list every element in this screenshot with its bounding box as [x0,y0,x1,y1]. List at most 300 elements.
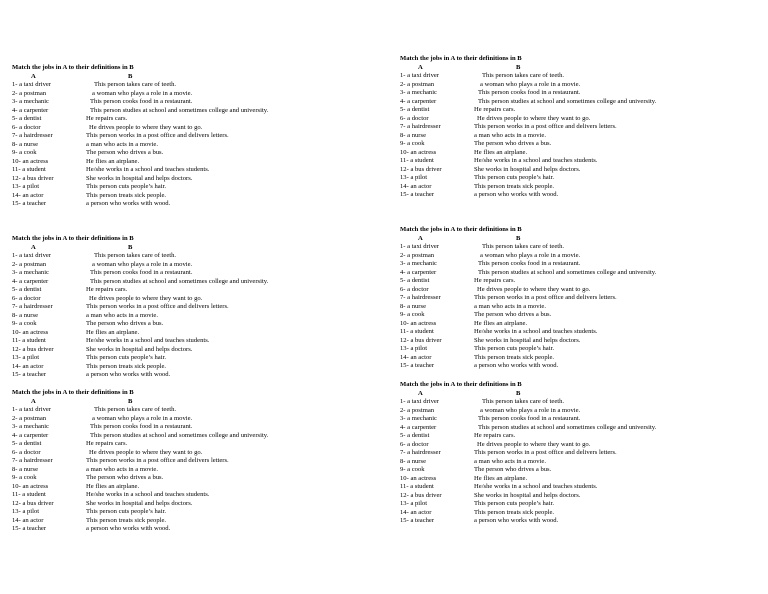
definition-item: He/she works in a school and teaches students. [474,328,598,335]
match-row [400,415,760,424]
definition-item: He drives people to where they want to go. [89,448,203,456]
definition-item: a man who acts in a movie. [86,311,158,319]
column-a-header: A [418,63,423,71]
definition-item: This person studies at school and sometimes college and university. [478,423,657,431]
job-item: 10- an actress [12,157,49,165]
job-item: 2- a postman [400,251,435,259]
job-item: 11- a student [400,483,434,490]
match-row [12,286,372,295]
job-item: 5- a dentist [12,286,42,293]
match-row [400,149,760,158]
job-item: 10- an actress [400,319,437,327]
job-item: 12- a bus driver [400,491,442,499]
job-item: 14- an actor [400,182,432,190]
match-row [12,192,372,201]
match-row [400,277,760,286]
match-row [400,260,760,269]
match-row [12,132,372,141]
definition-item: He flies an airplane. [86,482,140,490]
job-item: 12- a bus driver [12,345,54,353]
match-row [12,158,372,167]
job-item: 14- an actor [12,362,44,370]
column-b-header: B [128,397,133,405]
match-row [12,329,372,338]
job-item: 5- a dentist [400,106,430,113]
definition-item: This person studies at school and sometimes college and university. [90,277,269,285]
definition-item: He drives people to where they want to go. [89,294,203,302]
exercise-block [400,381,760,526]
job-item: 11- a student [12,491,46,498]
definition-item: This person treats sick people. [474,353,555,361]
exercise-block [12,389,372,534]
job-item: 4- a carpenter [400,97,437,105]
job-item: 4- a carpenter [12,277,49,285]
job-item: 11- a student [12,337,46,344]
exercise-title: Match the jobs in A to their definitions in B [12,235,134,242]
definition-item: a man who acts in a movie. [474,457,546,465]
match-row [400,432,760,441]
definition-item: He drives people to where they want to go. [477,285,591,293]
match-row [12,491,372,500]
definition-item: He flies an airplane. [474,319,528,327]
match-row [12,81,372,90]
job-item: 8- a nurse [400,302,426,310]
definition-item: This person takes care of teeth. [482,243,565,250]
job-item: 3- a mechanic [12,98,49,105]
definition-item: He repairs cars. [474,106,516,113]
job-item: 8- a nurse [12,311,38,319]
match-row [400,157,760,166]
job-item: 2- a postman [12,89,47,97]
job-item: 8- a nurse [400,131,426,139]
job-item: 1- a taxi driver [400,398,439,405]
match-row [12,354,372,363]
exercise-block [12,235,372,380]
job-item: 15- a teacher [12,371,47,378]
job-item: 14- an actor [12,516,44,524]
definition-item: She works in hospital and helps doctors. [474,336,581,344]
column-headers [12,398,372,407]
match-row [12,141,372,150]
match-row [12,440,372,449]
match-row [12,124,372,133]
definition-item: This person works in a post office and delivers letters. [86,132,229,139]
definition-item: This person cooks food in a restaurant. [90,98,193,105]
definition-item: This person works in a post office and delivers letters. [86,457,229,464]
match-row [400,311,760,320]
job-item: 10- an actress [12,328,49,336]
definition-item: This person cuts people’s hair. [474,345,555,352]
match-row [400,98,760,107]
definition-item: a man who acts in a movie. [86,140,158,148]
definition-item: This person takes care of teeth. [482,72,565,79]
match-row [400,475,760,484]
column-b-header: B [516,63,521,71]
job-item: 5- a dentist [12,115,42,122]
match-row [12,363,372,372]
job-item: 15- a teacher [400,191,435,198]
match-row [400,132,760,141]
column-a-header: A [418,389,423,397]
job-item: 7- a hairdresser [400,123,441,130]
definition-item: This person cuts people’s hair. [86,354,167,361]
definition-item: The person who drives a bus. [86,474,164,481]
definition-item: This person takes care of teeth. [94,406,177,413]
job-item: 14- an actor [12,191,44,199]
job-item: 9- a cook [400,466,425,473]
exercise-title: Match the jobs in A to their definitions in B [400,55,522,62]
match-row [12,508,372,517]
job-item: 6- a doctor [12,294,41,302]
job-item: 3- a mechanic [400,415,437,422]
match-row [400,492,760,501]
job-item: 13- a pilot [12,508,40,515]
definition-item: a woman who plays a role in a movie. [92,414,193,422]
job-item: 12- a bus driver [12,174,54,182]
job-item: 9- a cook [12,149,37,156]
definition-item: a person who works with wood. [86,525,171,532]
match-row [12,423,372,432]
column-headers [400,235,760,244]
match-row [12,406,372,415]
column-b-header: B [516,389,521,397]
job-item: 1- a taxi driver [12,252,51,259]
match-row [400,362,760,371]
column-headers [12,73,372,82]
definition-item: This person studies at school and sometimes college and university. [478,268,657,276]
job-item: 4- a carpenter [12,106,49,114]
definition-item: He/she works in a school and teaches students. [474,483,598,490]
match-row [400,252,760,261]
match-row [400,337,760,346]
match-row [12,303,372,312]
match-row [400,398,760,407]
definition-item: a woman who plays a role in a movie. [92,260,193,268]
column-headers [400,64,760,73]
match-row [400,500,760,509]
match-row [12,525,372,534]
column-b-header: B [516,234,521,242]
match-row [400,89,760,98]
definition-item: She works in hospital and helps doctors. [474,165,581,173]
definition-item: She works in hospital and helps doctors. [86,345,193,353]
match-row [12,200,372,209]
definition-item: This person cuts people’s hair. [86,183,167,190]
job-item: 8- a nurse [12,465,38,473]
match-row [12,466,372,475]
match-row [12,474,372,483]
definition-item: This person treats sick people. [86,362,167,370]
match-row [400,328,760,337]
job-item: 7- a hairdresser [12,132,53,139]
definition-item: This person cooks food in a restaurant. [90,269,193,276]
column-a-header: A [31,243,36,251]
definition-item: a man who acts in a movie. [474,131,546,139]
match-row [12,320,372,329]
definition-item: He flies an airplane. [474,148,528,156]
match-row [12,107,372,116]
job-item: 1- a taxi driver [400,243,439,250]
exercise-title: Match the jobs in A to their definitions in B [400,381,522,388]
definition-item: The person who drives a bus. [86,320,164,327]
job-item: 4- a carpenter [400,268,437,276]
match-row [400,115,760,124]
job-item: 5- a dentist [400,277,430,284]
job-item: 11- a student [400,328,434,335]
definition-item: This person works in a post office and delivers letters. [474,123,617,130]
exercise-block [12,64,372,209]
job-item: 3- a mechanic [400,260,437,267]
match-row [12,278,372,287]
definition-item: This person treats sick people. [86,516,167,524]
exercise-block [400,55,760,200]
exercise-title: Match the jobs in A to their definitions in B [12,64,134,71]
definition-item: a person who works with wood. [86,371,171,378]
definition-item: a woman who plays a role in a movie. [480,80,581,88]
job-item: 10- an actress [400,474,437,482]
job-item: 8- a nurse [400,457,426,465]
job-item: 9- a cook [400,140,425,147]
definition-item: a person who works with wood. [474,362,559,369]
match-row [12,371,372,380]
definition-item: This person cooks food in a restaurant. [478,415,581,422]
job-item: 10- an actress [400,148,437,156]
match-row [400,243,760,252]
job-item: 7- a hairdresser [12,303,53,310]
job-item: 7- a hairdresser [400,449,441,456]
job-item: 6- a doctor [12,123,41,131]
match-row [12,183,372,192]
definition-item: He flies an airplane. [86,157,140,165]
definition-item: This person cuts people’s hair. [474,500,555,507]
definition-item: He/she works in a school and teaches students. [474,157,598,164]
definition-item: a person who works with wood. [86,200,171,207]
job-item: 1- a taxi driver [12,81,51,88]
exercise-block [400,226,760,371]
job-item: 9- a cook [400,311,425,318]
match-row [400,509,760,518]
job-item: 2- a postman [12,414,47,422]
job-item: 11- a student [400,157,434,164]
column-headers [12,244,372,253]
job-item: 14- an actor [400,353,432,361]
definition-item: He/she works in a school and teaches students. [86,166,210,173]
column-a-header: A [31,397,36,405]
job-item: 13- a pilot [12,354,40,361]
match-row [400,286,760,295]
match-row [400,106,760,115]
definition-item: This person cooks food in a restaurant. [478,260,581,267]
job-item: 5- a dentist [12,440,42,447]
match-row [400,407,760,416]
job-item: 4- a carpenter [400,423,437,431]
definition-item: a man who acts in a movie. [86,465,158,473]
column-b-header: B [128,243,133,251]
job-item: 2- a postman [400,406,435,414]
job-item: 6- a doctor [12,448,41,456]
match-row [400,354,760,363]
definition-item: This person studies at school and sometimes college and university. [90,431,269,439]
definition-item: a person who works with wood. [474,517,559,524]
column-a-header: A [31,72,36,80]
definition-item: He flies an airplane. [474,474,528,482]
job-item: 7- a hairdresser [12,457,53,464]
match-row [12,346,372,355]
definition-item: a person who works with wood. [474,191,559,198]
match-row [400,123,760,132]
job-item: 15- a teacher [12,525,47,532]
definition-item: This person works in a post office and delivers letters. [474,449,617,456]
definition-item: He drives people to where they want to go. [477,114,591,122]
definition-item: This person takes care of teeth. [94,252,177,259]
match-row [400,191,760,200]
job-item: 9- a cook [12,474,37,481]
job-item: 13- a pilot [400,500,428,507]
definition-item: The person who drives a bus. [86,149,164,156]
match-row [400,424,760,433]
job-item: 13- a pilot [12,183,40,190]
match-row [400,174,760,183]
definition-item: She works in hospital and helps doctors. [474,491,581,499]
match-row [12,312,372,321]
match-row [400,517,760,526]
definition-item: He repairs cars. [86,115,128,122]
job-item: 12- a bus driver [400,165,442,173]
job-item: 2- a postman [400,80,435,88]
match-row [400,345,760,354]
definition-item: He repairs cars. [474,277,516,284]
match-row [400,441,760,450]
definition-item: This person takes care of teeth. [94,81,177,88]
job-item: 4- a carpenter [12,431,49,439]
definition-item: He drives people to where they want to go. [89,123,203,131]
definition-item: a man who acts in a movie. [474,302,546,310]
definition-item: He drives people to where they want to go. [477,440,591,448]
definition-item: He/she works in a school and teaches students. [86,491,210,498]
definition-item: a woman who plays a role in a movie. [480,406,581,414]
definition-item: He/she works in a school and teaches students. [86,337,210,344]
definition-item: This person works in a post office and delivers letters. [474,294,617,301]
job-item: 3- a mechanic [12,423,49,430]
job-item: 11- a student [12,166,46,173]
match-row [400,166,760,175]
definition-item: The person who drives a bus. [474,311,552,318]
definition-item: He flies an airplane. [86,328,140,336]
definition-item: This person cuts people’s hair. [86,508,167,515]
job-item: 15- a teacher [400,517,435,524]
match-row [12,261,372,270]
match-row [12,90,372,99]
job-item: 12- a bus driver [12,499,54,507]
match-row [400,269,760,278]
match-row [12,457,372,466]
definition-item: This person cooks food in a restaurant. [478,89,581,96]
match-row [12,149,372,158]
match-row [12,166,372,175]
match-row [400,81,760,90]
definition-item: This person treats sick people. [474,182,555,190]
job-item: 9- a cook [12,320,37,327]
definition-item: This person treats sick people. [474,508,555,516]
definition-item: a woman who plays a role in a movie. [480,251,581,259]
column-headers [400,390,760,399]
definition-item: This person studies at school and sometimes college and university. [90,106,269,114]
job-item: 6- a doctor [400,114,429,122]
match-row [400,449,760,458]
match-row [12,500,372,509]
definition-item: The person who drives a bus. [474,466,552,473]
job-item: 13- a pilot [400,345,428,352]
definition-item: She works in hospital and helps doctors. [86,499,193,507]
job-item: 1- a taxi driver [12,406,51,413]
job-item: 3- a mechanic [400,89,437,96]
definition-item: This person takes care of teeth. [482,398,565,405]
definition-item: He repairs cars. [474,432,516,439]
match-row [12,252,372,261]
definition-item: This person works in a post office and delivers letters. [86,303,229,310]
job-item: 13- a pilot [400,174,428,181]
job-item: 14- an actor [400,508,432,516]
job-item: 12- a bus driver [400,336,442,344]
definition-item: a woman who plays a role in a movie. [92,89,193,97]
definition-item: He repairs cars. [86,440,128,447]
job-item: 6- a doctor [400,285,429,293]
match-row [400,140,760,149]
definition-item: This person cooks food in a restaurant. [90,423,193,430]
exercise-title: Match the jobs in A to their definitions in B [12,389,134,396]
column-b-header: B [128,72,133,80]
job-item: 1- a taxi driver [400,72,439,79]
definition-item: The person who drives a bus. [474,140,552,147]
match-row [400,466,760,475]
match-row [400,458,760,467]
definition-item: She works in hospital and helps doctors. [86,174,193,182]
definition-item: This person cuts people’s hair. [474,174,555,181]
exercise-title: Match the jobs in A to their definitions in B [400,226,522,233]
definition-item: He repairs cars. [86,286,128,293]
column-a-header: A [418,234,423,242]
match-row [12,269,372,278]
job-item: 15- a teacher [400,362,435,369]
definition-item: This person treats sick people. [86,191,167,199]
definition-item: This person studies at school and sometimes college and university. [478,97,657,105]
job-item: 5- a dentist [400,432,430,439]
job-item: 10- an actress [12,482,49,490]
job-item: 8- a nurse [12,140,38,148]
match-row [400,183,760,192]
match-row [12,432,372,441]
match-row [12,483,372,492]
match-row [12,415,372,424]
match-row [12,115,372,124]
job-item: 6- a doctor [400,440,429,448]
match-row [400,320,760,329]
match-row [12,175,372,184]
match-row [12,517,372,526]
match-row [12,295,372,304]
job-item: 15- a teacher [12,200,47,207]
match-row [400,483,760,492]
match-row [400,294,760,303]
match-row [12,449,372,458]
match-row [12,98,372,107]
job-item: 7- a hairdresser [400,294,441,301]
job-item: 3- a mechanic [12,269,49,276]
match-row [12,337,372,346]
match-row [400,72,760,81]
job-item: 2- a postman [12,260,47,268]
match-row [400,303,760,312]
